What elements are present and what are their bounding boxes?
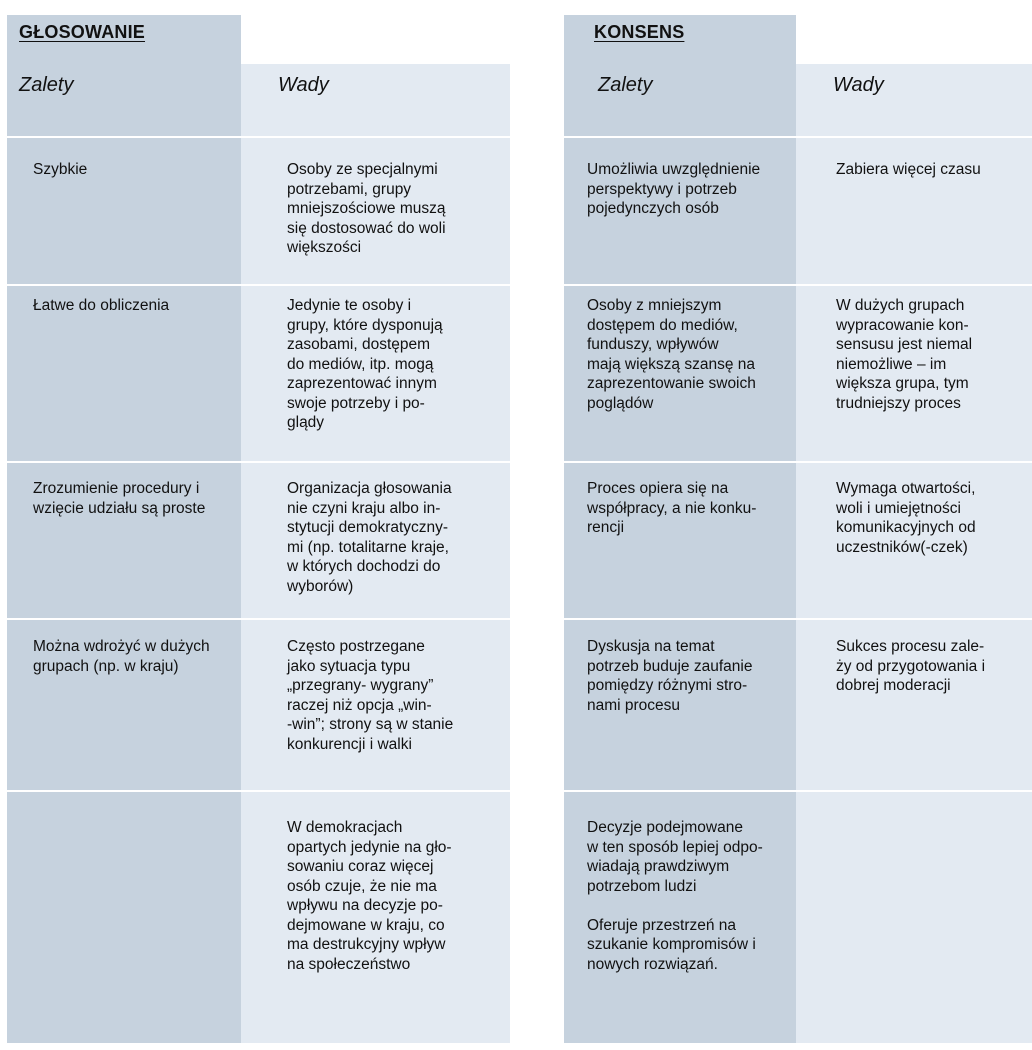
glosowanie-zalety-cell: Zrozumienie procedury i wzięcie udziału są proste xyxy=(33,480,206,517)
konsens-zalety-cell: Decyzje podejmowane w ten sposób lepiej odpo- wiadają prawdziwym potrzebom ludzi Oferuje przestrzeń na szukanie kompromisów i nowych rozwiązań. xyxy=(587,819,763,973)
konsens-header-zalety: Zalety xyxy=(598,74,653,96)
glosowanie-title: GŁOSOWANIE xyxy=(19,22,146,42)
konsens-title: KONSENS xyxy=(594,22,685,42)
konsens-row-separator xyxy=(564,618,1032,620)
konsens-wady-cell: Zabiera więcej czasu xyxy=(836,161,981,178)
konsens-wady-cell: Sukces procesu zale- ży od przygotowania i dobrej moderacji xyxy=(836,638,986,694)
konsens-zalety-cell: Osoby z mniejszym dostępem do mediów, funduszy, wpływów mają większą szansę na zaprezentowanie swoich poglądów xyxy=(587,297,756,412)
konsens-zalety-cell: Umożliwia uwzględnienie perspektywy i potrzeb pojedynczych osób xyxy=(587,161,761,217)
konsens-row-separator xyxy=(564,136,1032,138)
glosowanie-wady-cell: Często postrzegane jako sytuacja typu „przegrany- wygrany” raczej niż opcja „win- -win”; strony są w stanie konkurencji i walki xyxy=(287,638,454,753)
konsens-wady-cell: Wymaga otwartości, woli i umiejętności komunikacyjnych od uczestników(-czek) xyxy=(836,480,976,556)
glosowanie-zalety-cell: Łatwe do obliczenia xyxy=(33,297,170,314)
konsens-header-wady: Wady xyxy=(833,74,884,96)
konsens-row-separator xyxy=(564,790,1032,792)
glosowanie-row-separator xyxy=(7,136,510,138)
glosowanie-zalety-cell: Szybkie xyxy=(33,161,88,178)
konsens-zalety-cell: Dyskusja na temat potrzeb buduje zaufanie pomiędzy różnymi stro- nami procesu xyxy=(587,638,753,714)
konsens-row-separator xyxy=(564,461,1032,463)
glosowanie-header-wady: Wady xyxy=(278,74,329,96)
glosowanie-wady-cell: Organizacja głosowania nie czyni kraju albo in- stytucji demokratyczny- mi (np. totalitarne kraje, w których dochodzi do wyborów) xyxy=(287,480,452,595)
glosowanie-header-zalety: Zalety xyxy=(19,74,74,96)
glosowanie-zalety-cell: Można wdrożyć w dużych grupach (np. w kraju) xyxy=(33,638,210,675)
glosowanie-row-separator xyxy=(7,790,510,792)
glosowanie-row-separator xyxy=(7,618,510,620)
glosowanie-row-separator xyxy=(7,461,510,463)
konsens-zalety-cell: Proces opiera się na współpracy, a nie konku- rencji xyxy=(587,480,757,536)
glosowanie-wady-cell: W demokracjach opartych jedynie na gło- sowaniu coraz więcej osób czuje, że nie ma wpływu na decyzje po- dejmowane w kraju, co ma destrukcyjny wpływ na społeczeństwo xyxy=(287,819,452,973)
glosowanie-wady-cell: Osoby ze specjalnymi potrzebami, grupy mniejszościowe muszą się dostosować do woli większości xyxy=(287,161,446,256)
glosowanie-row-separator xyxy=(7,284,510,286)
glosowanie-wady-cell: Jedynie te osoby i grupy, które dysponują zasobami, dostępem do mediów, itp. mogą zaprezentować innym swoje potrzeby i po- glądy xyxy=(287,297,443,431)
konsens-wady-cell: W dużych grupach wypracowanie kon- sensusu jest niemal niemożliwe – im większa grupa, tym trudniejszy proces xyxy=(836,297,973,412)
konsens-row-separator xyxy=(564,284,1032,286)
